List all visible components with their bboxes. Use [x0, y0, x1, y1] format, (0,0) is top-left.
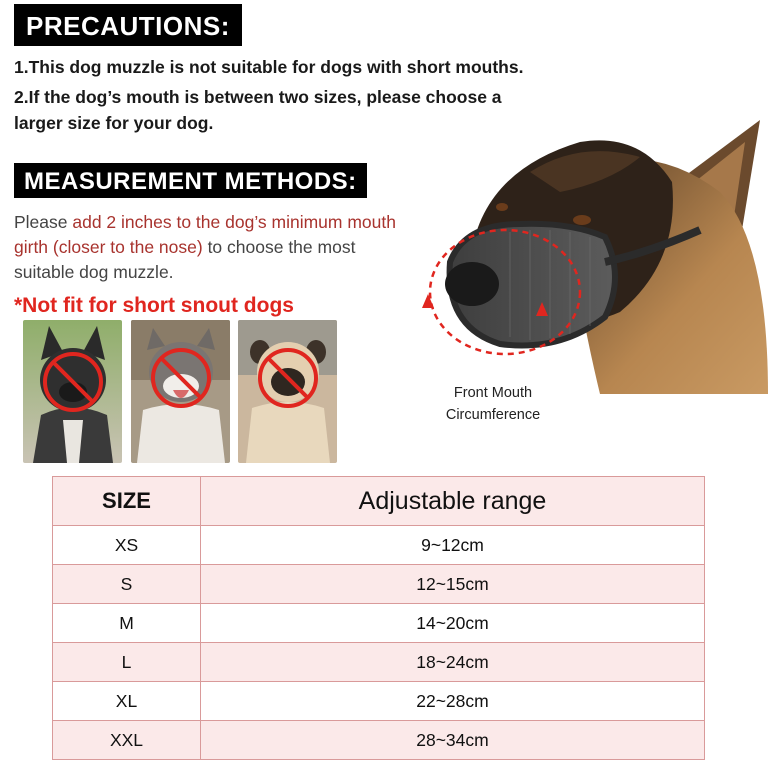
measurement-line-2: girth (closer to the nose) to choose the most [14, 237, 356, 257]
range-cell: 12~15cm [201, 565, 705, 604]
range-cell: 9~12cm [201, 526, 705, 565]
thumb-french-bulldog [23, 320, 122, 463]
photo-caption: Front Mouth Circumference [445, 385, 541, 423]
precautions-heading: PRECAUTIONS: [14, 4, 242, 46]
range-cell: 14~20cm [201, 604, 705, 643]
size-cell: M [53, 604, 201, 643]
thumb-pug [238, 320, 337, 463]
dog-with-muzzle-photo [410, 112, 768, 394]
table-row [53, 682, 705, 721]
table-header-row [53, 477, 705, 526]
size-cell: XXL [53, 721, 201, 760]
precaution-line-2b: larger size for your dog. [14, 113, 214, 133]
measurement-line-1: Please add 2 inches to the dog’s minimum mouth [14, 212, 396, 232]
size-cell: XL [53, 682, 201, 721]
table-row [53, 643, 705, 682]
size-cell: L [53, 643, 201, 682]
size-cell: XS [53, 526, 201, 565]
precaution-line-1: 1.This dog muzzle is not suitable for dogs with short mouths. [14, 57, 524, 77]
range-column-header: Adjustable range [201, 477, 705, 526]
range-cell: 28~34cm [201, 721, 705, 760]
range-cell: 22~28cm [201, 682, 705, 721]
table-row [53, 604, 705, 643]
size-column-header: SIZE [53, 477, 201, 526]
size-cell: S [53, 565, 201, 604]
thumb-american-bully [131, 320, 230, 463]
table-row [53, 526, 705, 565]
measurement-heading: MEASUREMENT METHODS: [14, 163, 367, 198]
table-row [53, 721, 705, 760]
range-cell: 18~24cm [201, 643, 705, 682]
size-table [52, 476, 705, 760]
table-row [53, 565, 705, 604]
not-fit-warning: *Not fit for short snout dogs [14, 294, 294, 317]
measurement-line-3: suitable dog muzzle. [14, 262, 174, 282]
precaution-line-2a: 2.If the dog’s mouth is between two sizes, please choose a [14, 87, 502, 107]
